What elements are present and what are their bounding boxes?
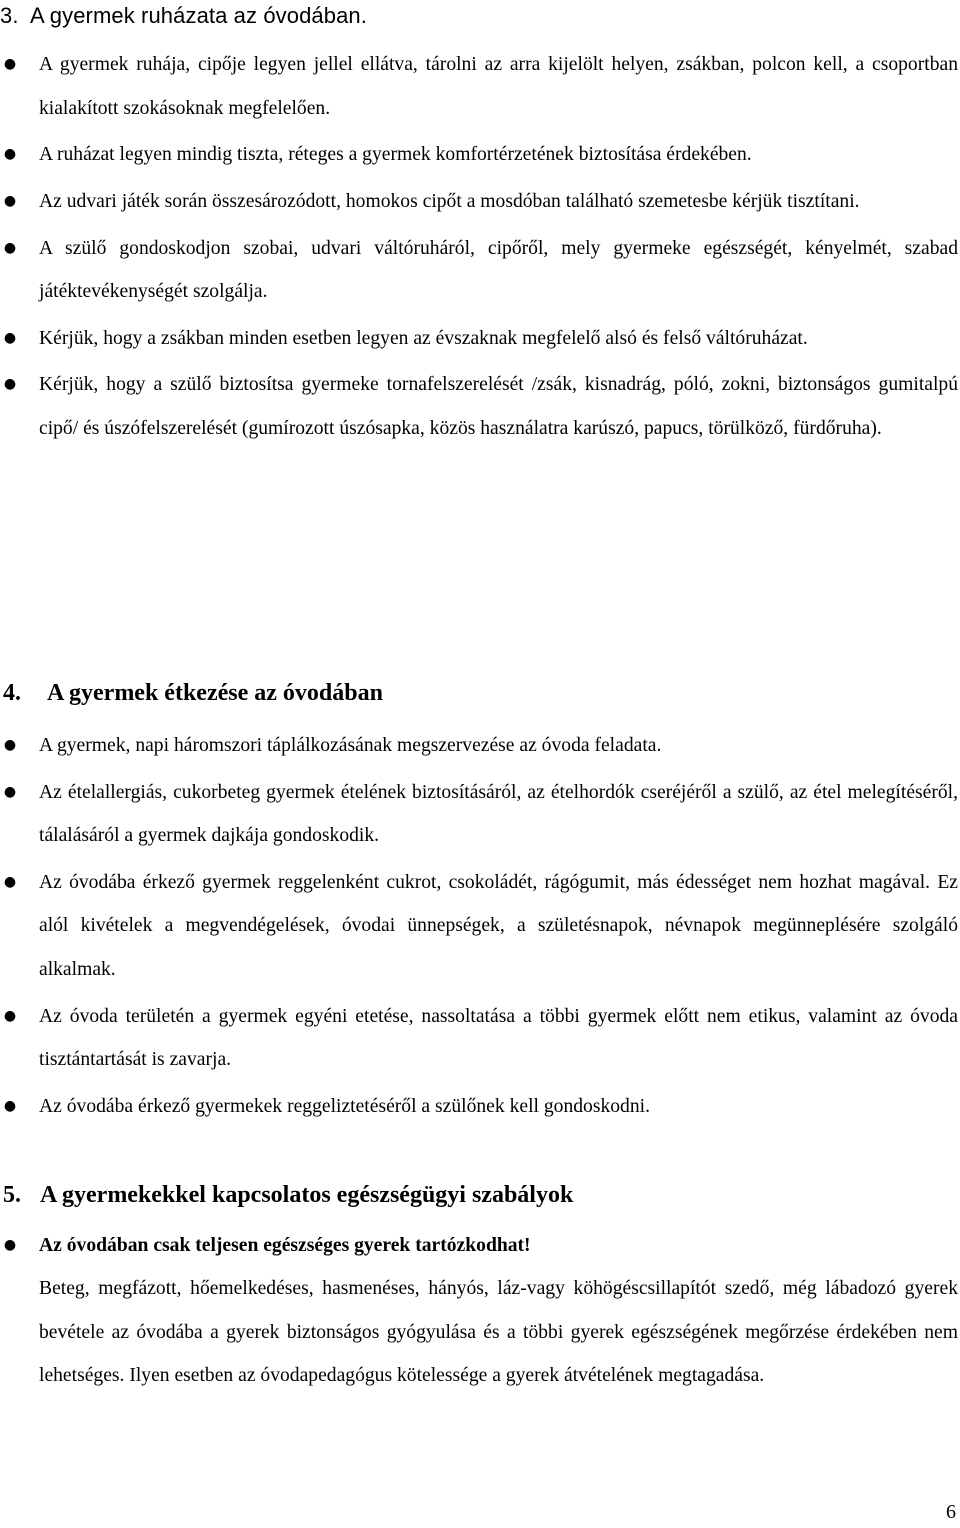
list-item xyxy=(0,724,958,768)
list-item-text: Az óvodába érkező gyermekek reggeliztetéséről a szülőnek kell gondoskodni. xyxy=(39,1095,650,1117)
list-item-text: A ruházat legyen mindig tiszta, réteges a gyermek komfortérzetének biztosítása érdekében. xyxy=(39,144,752,166)
bullet-icon: ● xyxy=(3,56,17,72)
bullet-icon: ● xyxy=(3,1097,17,1114)
section-heading-clothing xyxy=(0,2,960,30)
list-item xyxy=(0,227,958,314)
list-item-text: Kérjük, hogy a szülő biztosítsa gyermeke tornafelszerelését /zsák, kisnadrág, póló, zokni, biztonságos gumitalpú cipő/ és úszófelszerelését (gumírozott úszósapka, közös használatra karúszó, papucs, törülköző, fürdőruha). xyxy=(39,374,958,439)
list-item-text: Az óvodában csak teljesen egészséges gyerek tartózkodhat! xyxy=(39,1235,531,1256)
page-number: 6 xyxy=(946,1501,956,1523)
bullet-icon: ● xyxy=(3,146,17,163)
section-title: A gyermek étkezése az óvodában xyxy=(47,680,383,706)
health-paragraph: Beteg, megfázott, hőemelkedéses, hasmenéses, hányós, láz-vagy köhögéscsillapítót szedő, még lábadozó gyerek bevétele az óvodába a gyerek biztonságos gyógyulása és a többi gyerek egészségének megőrzése érdekében nem lehetséges. Ilyen esetben az óvodapedagógus kötelessége a gyerek átvételének megtagadása. xyxy=(39,1278,958,1386)
section-heading-eating xyxy=(3,678,960,708)
list-item xyxy=(0,771,958,858)
section-number: 4. xyxy=(3,680,21,706)
list-item xyxy=(0,1085,958,1129)
clothing-list xyxy=(0,43,958,454)
list-item xyxy=(0,180,958,224)
bullet-icon: ● xyxy=(3,873,17,890)
list-item-text: Az ételallergiás, cukorbeteg gyermek ételének biztosításáról, az ételhordók cseréjéről a szülő, az étel melegítéséről, tálalásáról a gyermek dajkája gondoskodik. xyxy=(39,781,958,847)
section-heading-health xyxy=(3,1180,960,1210)
list-item xyxy=(0,43,958,130)
section-number: 5. xyxy=(3,1182,21,1208)
list-item xyxy=(0,861,958,992)
bullet-icon: ● xyxy=(3,329,17,346)
list-item-text: Az óvodába érkező gyermek reggelenként cukrot, csokoládét, rágógumit, más édességet nem hozhat magával. Ez alól kivételek a megvendégelések, óvodai ünnepségek, a születésnapok, névnapok megünneplésére szolgáló alkalmak. xyxy=(39,871,958,980)
list-item xyxy=(0,1224,958,1268)
list-item-text: A gyermek ruhája, cipője legyen jellel ellátva, tárolni az arra kijelölt helyen, zsákban, polcon kell, a csoportban kialakított szokásoknak megfelelően. xyxy=(39,54,958,119)
list-item-text: Kérjük, hogy a zsákban minden esetben legyen az évszaknak megfelelő alsó és felső váltóruházat. xyxy=(39,327,808,349)
bullet-icon: ● xyxy=(3,1237,17,1253)
section-title: A gyermek ruházata az óvodában. xyxy=(30,3,367,28)
list-item-text: Az udvari játék során összesározódott, homokos cipőt a mosdóban található szemetesbe kérjük tisztítani. xyxy=(39,190,860,212)
bullet-icon: ● xyxy=(3,737,17,753)
list-item-text: A szülő gondoskodjon szobai, udvari váltóruháról, cipőről, mely gyermeke egészségét, kényelmét, szabad játéktevékenységét szolgálja. xyxy=(39,237,958,303)
list-item xyxy=(0,317,958,361)
list-item xyxy=(0,133,958,177)
bullet-icon: ● xyxy=(3,376,17,393)
list-item xyxy=(0,363,958,450)
health-list xyxy=(0,1224,958,1268)
bullet-icon: ● xyxy=(3,192,17,209)
section-number: 3. xyxy=(0,3,19,28)
bullet-icon: ● xyxy=(3,239,17,256)
list-item-text: A gyermek, napi háromszori táplálkozásának megszervezése az óvoda feladata. xyxy=(39,735,662,756)
eating-list xyxy=(0,724,958,1131)
bullet-icon: ● xyxy=(3,1007,17,1024)
list-item-text: Az óvoda területén a gyermek egyéni etetése, nassoltatása a többi gyermek előtt nem etikus, valamint az óvoda tisztántartását is zavarja. xyxy=(39,1005,958,1071)
section-title: A gyermekekkel kapcsolatos egészségügyi szabályok xyxy=(40,1182,574,1208)
bullet-icon: ● xyxy=(3,783,17,800)
list-item xyxy=(0,995,958,1082)
